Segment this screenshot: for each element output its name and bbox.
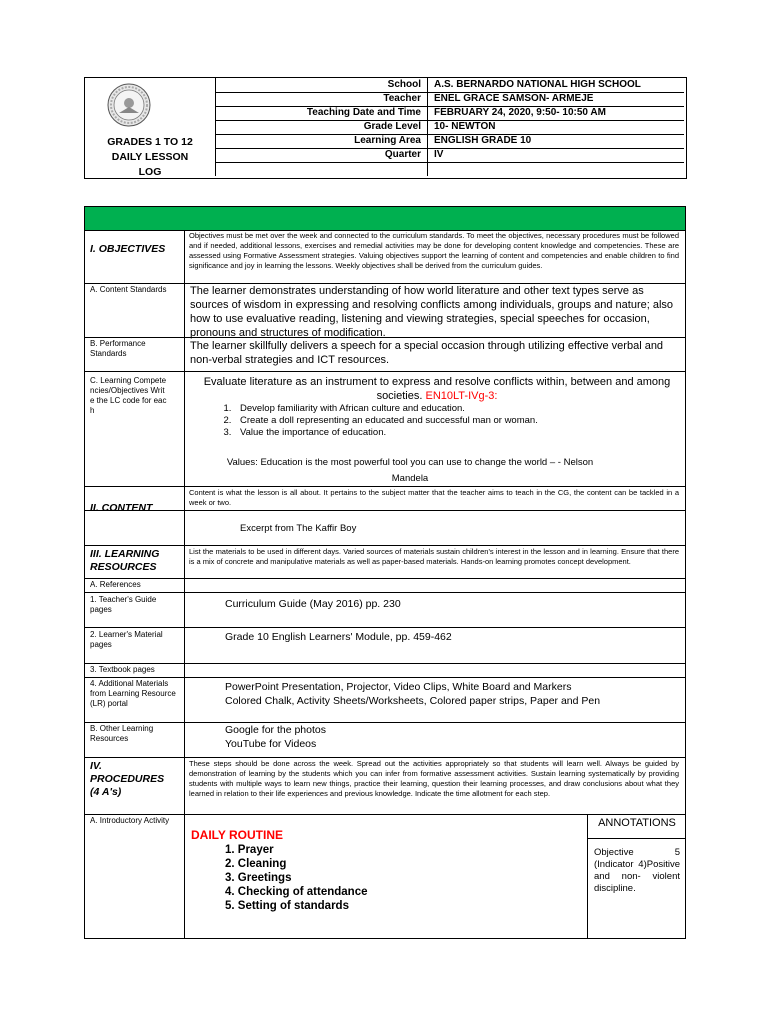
competency-list xyxy=(200,403,538,439)
content-note: Content is what the lesson is all about. It pertains to the subject matter that the teacher aims to teach in the CG, the content can be tackled in a week or two. xyxy=(189,488,679,507)
row-divider xyxy=(84,371,686,372)
dll-title-line: LOG xyxy=(138,166,162,178)
competency-statement: Evaluate literature as an instrument to express and resolve conflicts within, between and among societies. xyxy=(203,376,671,402)
resource-line: YouTube for Videos xyxy=(225,738,317,750)
header-value: 10- NEWTON xyxy=(434,121,496,132)
row-divider xyxy=(84,722,686,723)
header-label: School xyxy=(215,78,428,92)
additional-materials-text xyxy=(225,680,600,708)
header-value: FEBRUARY 24, 2020, 9:50- 10:50 AM xyxy=(434,107,606,118)
header-row-date-time xyxy=(215,106,684,121)
textbook-pages-label: 3. Textbook pages xyxy=(90,665,155,674)
content-heading: II. CONTENT xyxy=(90,502,153,514)
competency-code: EN10LT-IVg-3: xyxy=(425,390,498,402)
header-row-teacher xyxy=(215,92,684,107)
annotations-heading: ANNOTATIONS xyxy=(588,815,686,839)
list-item: 1. Prayer xyxy=(225,844,274,856)
header-row-grade-level xyxy=(215,120,684,135)
list-item: 5. Setting of standards xyxy=(225,900,349,912)
logo-cell xyxy=(85,78,216,176)
header-label: Grade Level xyxy=(215,120,428,134)
values-statement xyxy=(190,455,630,487)
header-row-learning-area xyxy=(215,134,684,149)
procedures-note: These steps should be done across the week. Spread out the activities appropriately so that students will learn well. Always be guided by demonstration of learning by the students which you can infer from formative assessment activities. Sustain learning systematically by providing students with multiple ways to learn new things, practice their learning, question their learning processes, and draw conclusions about what they learned in relation to their life experiences and previous knowledge. Indicate the time allotment for each step. xyxy=(189,759,679,798)
list-item: 2. Cleaning xyxy=(225,858,287,870)
row-divider xyxy=(84,627,686,628)
row-divider xyxy=(84,592,686,593)
list-item: 4. Checking of attendance xyxy=(225,886,368,898)
competencies-text xyxy=(192,375,682,403)
annotations-cell xyxy=(587,815,686,939)
objectives-note: Objectives must be met over the week and connected to the curriculum standards. To meet the objectives, necessary procedures must be followed and if needed, additional lessons, exercises and remedial activities may be done for developing content knowledge and competencies. These are assessed using Formative Assessment strategies. Valuing objectives support the learning of content and competencies and enable children to find significance and joy in learning the lessons. Weekly objectives shall be derived from the curriculum guides. xyxy=(189,231,679,270)
header-table xyxy=(84,77,687,179)
header-label xyxy=(215,162,428,176)
teachers-guide-text: Curriculum Guide (May 2016) pp. 230 xyxy=(225,598,401,610)
additional-materials-label: 4. Additional Materials from Learning Resource (LR) portal xyxy=(90,679,176,708)
competencies-label: C. Learning Competencies/Objectives Write the LC code for each xyxy=(90,376,167,415)
performance-standards-label: B. Performance Standards xyxy=(90,339,146,358)
performance-standards-text: The learner skillfully delivers a speech for a special occasion through utilizing effective verbal and non-verbal strategies and ICT resources. xyxy=(190,340,664,366)
daily-routine-heading: DAILY ROUTINE xyxy=(191,828,284,842)
list-item: 3. Value the importance of education. xyxy=(234,427,538,439)
daily-routine-list xyxy=(225,843,368,913)
references-label: A. References xyxy=(90,580,141,589)
materials-line: Colored Chalk, Activity Sheets/Worksheets, Colored paper strips, Paper and Pen xyxy=(225,695,601,707)
dll-title-line: DAILY LESSON xyxy=(111,151,189,163)
list-item: 1. Develop familiarity with African culture and education. xyxy=(234,403,538,415)
row-divider xyxy=(84,757,686,758)
values-line: Values: Education is the most powerful tool you can use to change the world – - Nelson xyxy=(226,457,594,468)
learners-material-text: Grade 10 English Learners' Module, pp. 459-462 xyxy=(225,631,452,643)
row-divider xyxy=(84,545,686,546)
header-value: A.S. BERNARDO NATIONAL HIGH SCHOOL xyxy=(434,79,641,90)
header-row-school xyxy=(215,78,684,93)
header-value: ENGLISH GRADE 10 xyxy=(434,135,532,146)
header-value: ENEL GRACE SAMSON- ARMEJE xyxy=(434,93,594,104)
teachers-guide-label: 1. Teacher's Guide pages xyxy=(90,595,157,614)
header-label: Quarter xyxy=(215,148,428,162)
resource-line: Google for the photos xyxy=(225,724,326,736)
other-resources-label: B. Other Learning Resources xyxy=(90,724,154,743)
materials-line: PowerPoint Presentation, Projector, Video Clips, White Board and Markers xyxy=(225,681,572,693)
resources-heading: III. LEARNING RESOURCES xyxy=(90,548,160,573)
row-divider xyxy=(84,677,686,678)
header-value: IV xyxy=(434,149,444,160)
header-label: Teaching Date and Time xyxy=(215,106,428,120)
learners-material-label: 2. Learner's Material pages xyxy=(90,630,163,649)
list-item: 2. Create a doll representing an educated and successful man or woman. xyxy=(234,415,538,427)
row-divider xyxy=(84,663,686,664)
resources-note: List the materials to be used in different days. Varied sources of materials sustain children's interest in the lesson and in learning. Ensure that there is a mix of concrete and manipulative materials as well as paper-based materials. Hands-on learning promotes concept development. xyxy=(189,547,679,566)
other-resources-text xyxy=(225,723,326,751)
list-item: 3. Greetings xyxy=(225,872,292,884)
header-row-quarter xyxy=(215,148,684,163)
green-header-bar xyxy=(84,206,686,231)
content-text: Excerpt from The Kaffir Boy xyxy=(240,523,357,534)
content-standards-label: A. Content Standards xyxy=(90,285,167,294)
annotation-text: Objective 5 (Indicator 4)Positive and non- violent discipline. xyxy=(594,847,680,894)
header-label: Learning Area xyxy=(215,134,428,148)
row-divider xyxy=(84,578,686,579)
dll-title xyxy=(85,135,215,180)
content-standards-text: The learner demonstrates understanding of how world literature and other text types serve as sources of wisdom in expressing and resolving conflicts among individuals, groups and nature; also how to use evaluative reading, listening and viewing strategies, special speeches for occasion, pronouns and structures of modification. xyxy=(190,285,674,339)
objectives-heading: I. OBJECTIVES xyxy=(90,243,166,255)
introductory-activity-label: A. Introductory Activity xyxy=(90,816,170,825)
values-line: Mandela xyxy=(391,473,429,484)
procedures-heading: IV. PROCEDURES (4 A's) xyxy=(90,760,165,798)
deped-seal-icon xyxy=(107,83,151,127)
dll-title-line: GRADES 1 TO 12 xyxy=(107,136,193,148)
header-row-empty xyxy=(215,162,684,176)
header-label: Teacher xyxy=(215,92,428,106)
